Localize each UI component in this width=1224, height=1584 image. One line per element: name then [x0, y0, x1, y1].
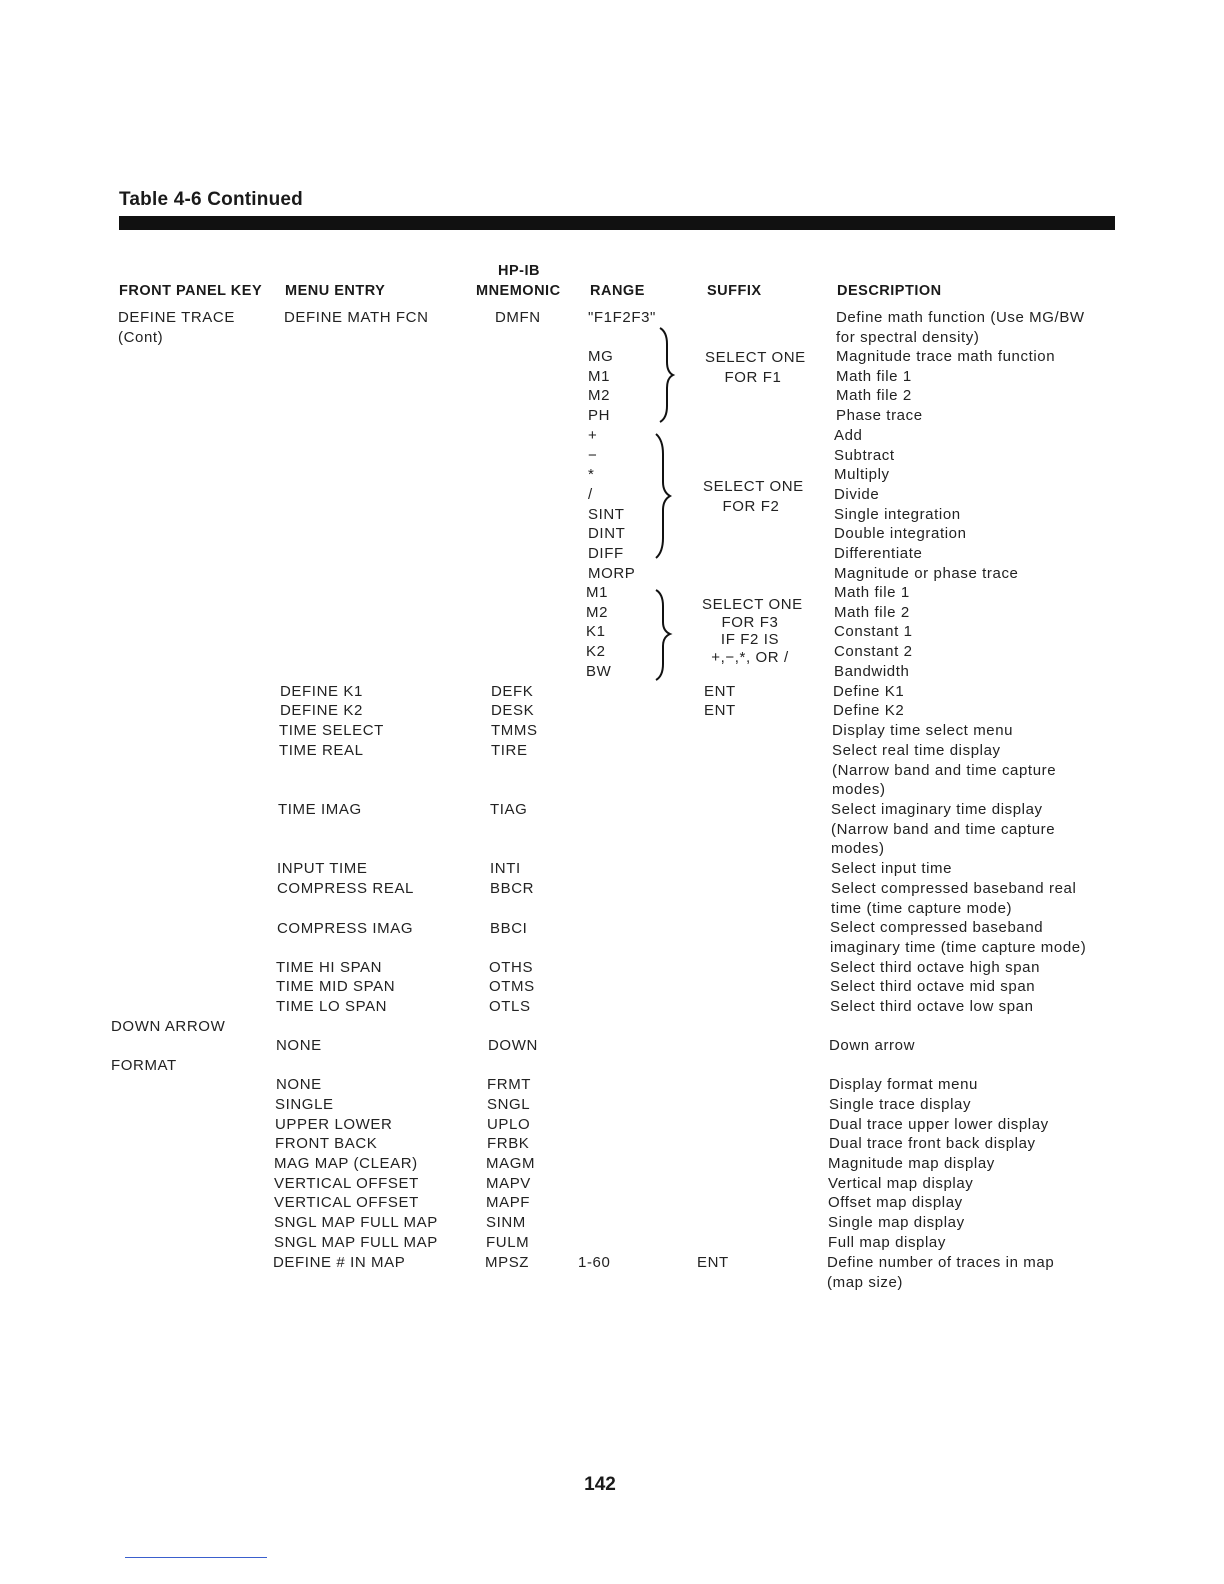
description-line: imaginary time (time capture mode): [830, 938, 1087, 956]
range-item: DINT: [588, 525, 626, 543]
menu-entry-time-hi-span: TIME HI SPAN: [276, 959, 383, 976]
header-description: DESCRIPTION: [837, 283, 942, 299]
suffix-line: FOR F2: [722, 497, 780, 515]
mnemonic-defk: DEFK: [491, 683, 534, 700]
range-item: M2: [588, 387, 611, 405]
menu-entry-vertical-offset-2: VERTICAL OFFSET: [274, 1194, 419, 1211]
menu-entry-none-down: NONE: [276, 1037, 322, 1054]
suffix-line: SELECT ONE: [703, 478, 804, 495]
brace-f3: [652, 588, 676, 682]
mnemonic-desk: DESK: [491, 702, 535, 719]
description-time-lo-span: Select third octave low span: [830, 998, 1034, 1015]
description-define-k1: Define K1: [833, 683, 905, 700]
description-define-math-function: [836, 308, 1085, 347]
menu-entry-compress-imag: COMPRESS IMAG: [277, 920, 414, 937]
description-line: Differentiate: [834, 545, 923, 563]
mnemonic-down: DOWN: [488, 1037, 538, 1054]
mnemonic-bbcr: BBCR: [490, 880, 535, 897]
description-line: Math file 1: [834, 584, 910, 601]
front-panel-key-down-arrow: DOWN ARROW: [111, 1018, 226, 1035]
mnemonic-inti: INTI: [490, 860, 521, 877]
menu-entry-define-k1: DEFINE K1: [280, 683, 363, 700]
description-full-map: Full map display: [828, 1234, 946, 1251]
description-line: Select real time display: [832, 742, 1001, 759]
description-time-real: [832, 741, 1056, 800]
mnemonic-frmt: FRMT: [487, 1076, 532, 1093]
description-time-mid-span: Select third octave mid span: [830, 978, 1036, 995]
description-line: Define number of traces in map: [827, 1254, 1055, 1271]
description-down-arrow: Down arrow: [829, 1037, 916, 1054]
menu-entry-mag-map: MAG MAP (CLEAR): [274, 1155, 418, 1172]
range-item: +: [588, 427, 598, 444]
description-line: Math file 1: [836, 367, 912, 385]
mnemonic-frbk: FRBK: [487, 1135, 530, 1152]
range-item: M1: [586, 584, 609, 601]
mnemonic-sinm: SINM: [486, 1214, 526, 1231]
description-format-menu: Display format menu: [829, 1076, 978, 1093]
mnemonic-tmms: TMMS: [491, 722, 538, 739]
description-line: Select compressed baseband real: [831, 880, 1077, 897]
description-line: time (time capture mode): [831, 899, 1013, 917]
description-line: for spectral density): [836, 328, 980, 346]
menu-entry-sngl-map-2: SNGL MAP FULL MAP: [274, 1234, 438, 1251]
range-item: M1: [588, 367, 611, 385]
range-group-f2: [588, 426, 635, 584]
range-f1f2f3: "F1F2F3": [588, 309, 656, 326]
brace-f2: [652, 432, 676, 560]
suffix-line: FOR F3: [721, 613, 779, 631]
range-group-f3: [586, 583, 611, 681]
description-line: modes): [831, 840, 885, 858]
range-group-f1: [588, 347, 613, 426]
footer-rule: [125, 1557, 267, 1558]
mnemonic-mapv: MAPV: [486, 1175, 531, 1192]
front-panel-key-format: FORMAT: [111, 1057, 177, 1074]
range-item: BW: [586, 662, 612, 680]
description-time-select: Display time select menu: [832, 722, 1014, 739]
range-item: K2: [586, 643, 606, 661]
menu-entry-upper-lower: UPPER LOWER: [275, 1116, 393, 1133]
menu-entry-time-lo-span: TIME LO SPAN: [276, 998, 388, 1015]
suffix-select-one-f2: [703, 477, 804, 516]
description-line: Magnitude trace math function: [836, 348, 1056, 365]
description-line: Divide: [834, 486, 880, 504]
description-define-in-map: [827, 1253, 1054, 1292]
mnemonic-fulm: FULM: [486, 1234, 530, 1251]
suffix-line: +,−,*, OR /: [711, 648, 789, 666]
title-rule: [119, 216, 1115, 230]
menu-entry-compress-real: COMPRESS REAL: [277, 880, 414, 897]
front-panel-key-cont: (Cont): [118, 329, 164, 346]
description-line: Select compressed baseband: [830, 919, 1044, 936]
description-time-imag: [831, 800, 1055, 859]
description-line: Add: [834, 427, 863, 444]
range-item: MORP: [588, 564, 636, 582]
description-line: Constant 2: [834, 643, 913, 661]
mnemonic-mpsz: MPSZ: [485, 1254, 530, 1271]
description-line: Math file 2: [834, 603, 910, 621]
mnemonic-oths: OTHS: [489, 959, 534, 976]
menu-entry-define-k2: DEFINE K2: [280, 702, 363, 719]
menu-entry-single: SINGLE: [275, 1096, 334, 1113]
menu-entry-time-real: TIME REAL: [279, 742, 364, 759]
description-line: Bandwidth: [834, 662, 910, 680]
suffix-ent-desk: ENT: [704, 702, 736, 719]
header-front-panel-key: FRONT PANEL KEY: [119, 283, 263, 299]
mnemonic-magm: MAGM: [486, 1155, 536, 1172]
description-line: Constant 1: [834, 623, 913, 641]
suffix-select-one-f3: [702, 596, 803, 666]
mnemonic-mapf: MAPF: [486, 1194, 531, 1211]
description-compress-imag: [830, 918, 1086, 957]
description-line: Multiply: [834, 466, 890, 484]
menu-entry-define-in-map: DEFINE # IN MAP: [273, 1254, 406, 1271]
suffix-select-one-f1: [705, 348, 806, 387]
header-mnemonic: MNEMONIC: [476, 283, 561, 299]
menu-entry-none-format: NONE: [276, 1076, 322, 1093]
menu-entry-front-back: FRONT BACK: [275, 1135, 378, 1152]
range-item: −: [588, 446, 598, 464]
range-item: SINT: [588, 505, 625, 523]
menu-entry-sngl-map-1: SNGL MAP FULL MAP: [274, 1214, 438, 1231]
description-upper-lower: Dual trace upper lower display: [829, 1116, 1049, 1133]
description-single-trace: Single trace display: [829, 1096, 972, 1113]
header-range: RANGE: [590, 283, 645, 299]
header-menu-entry: MENU ENTRY: [285, 283, 386, 299]
menu-entry-define-math-fcn: DEFINE MATH FCN: [284, 309, 429, 326]
description-line: Single integration: [834, 505, 961, 523]
mnemonic-sngl: SNGL: [487, 1096, 531, 1113]
description-line: Magnitude or phase trace: [834, 564, 1019, 582]
mnemonic-bbci: BBCI: [490, 920, 528, 937]
range-item: K1: [586, 623, 606, 641]
description-compress-real: [831, 879, 1076, 918]
description-group-f2: [834, 426, 1019, 584]
description-line: Double integration: [834, 525, 967, 543]
mnemonic-otls: OTLS: [489, 998, 531, 1015]
range-1-60: 1-60: [578, 1254, 611, 1271]
description-input-time: Select input time: [831, 860, 953, 877]
front-panel-key-define-trace: DEFINE TRACE: [118, 309, 235, 326]
brace-f1: [656, 326, 680, 424]
description-single-map: Single map display: [828, 1214, 965, 1231]
suffix-line: FOR F1: [724, 368, 782, 386]
range-item: PH: [588, 407, 611, 425]
suffix-line: SELECT ONE: [702, 596, 803, 613]
menu-entry-vertical-offset-1: VERTICAL OFFSET: [274, 1175, 419, 1192]
menu-entry-time-mid-span: TIME MID SPAN: [276, 978, 396, 995]
description-line: (map size): [827, 1273, 904, 1291]
menu-entry-input-time: INPUT TIME: [277, 860, 368, 877]
range-item: DIFF: [588, 545, 624, 563]
range-item: M2: [586, 603, 609, 621]
menu-entry-time-select: TIME SELECT: [279, 722, 384, 739]
range-item: /: [588, 486, 593, 504]
description-line: Phase trace: [836, 407, 923, 425]
suffix-line: IF F2 IS: [720, 631, 780, 648]
description-group-f3: [834, 583, 913, 681]
description-magnitude-map: Magnitude map display: [828, 1155, 995, 1172]
mnemonic-tire: TIRE: [491, 742, 528, 759]
header-mnemonic-top: HP-IB: [498, 263, 540, 279]
description-line: modes): [832, 781, 886, 799]
description-front-back: Dual trace front back display: [829, 1135, 1036, 1152]
description-line: (Narrow band and time capture: [831, 820, 1056, 838]
mnemonic-dmfn: DMFN: [495, 309, 541, 326]
page-number: 142: [584, 1474, 616, 1495]
description-group-f1: [836, 347, 1055, 426]
header-suffix: SUFFIX: [707, 283, 762, 299]
range-item: MG: [588, 348, 614, 365]
range-item: *: [588, 466, 595, 484]
description-line: Select imaginary time display: [831, 801, 1043, 818]
description-line: Subtract: [834, 446, 895, 464]
suffix-line: SELECT ONE: [705, 349, 806, 366]
description-line: Math file 2: [836, 387, 912, 405]
description-offset-map: Offset map display: [828, 1194, 963, 1211]
description-line: (Narrow band and time capture: [832, 761, 1057, 779]
description-time-hi-span: Select third octave high span: [830, 959, 1041, 976]
mnemonic-tiag: TIAG: [490, 801, 528, 818]
description-line: Define math function (Use MG/BW: [836, 309, 1085, 326]
description-define-k2: Define K2: [833, 702, 905, 719]
mnemonic-otms: OTMS: [489, 978, 535, 995]
suffix-ent-mpsz: ENT: [697, 1254, 729, 1271]
description-vertical-map: Vertical map display: [828, 1175, 974, 1192]
suffix-ent-defk: ENT: [704, 683, 736, 700]
menu-entry-time-imag: TIME IMAG: [278, 801, 362, 818]
mnemonic-uplo: UPLO: [487, 1116, 531, 1133]
table-title: Table 4-6 Continued: [119, 189, 303, 210]
